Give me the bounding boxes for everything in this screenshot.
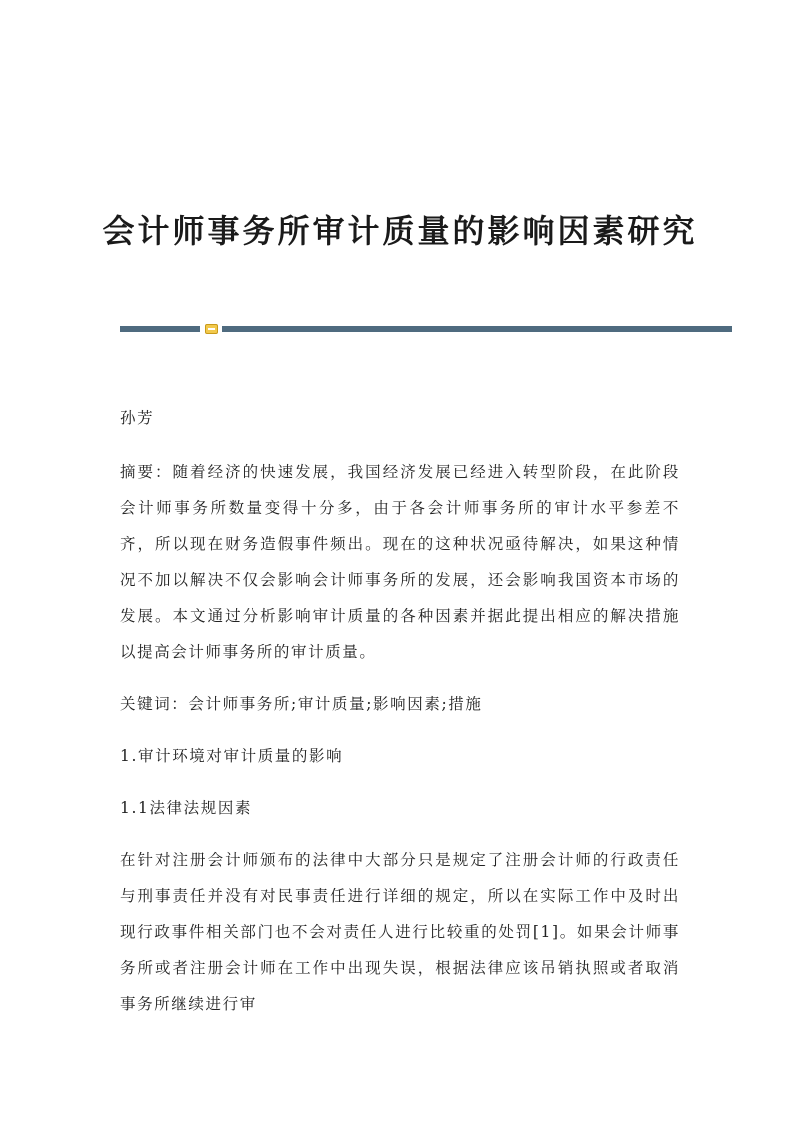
section-1-heading: 1.审计环境对审计质量的影响 <box>120 747 344 765</box>
abstract-paragraph <box>120 454 680 670</box>
abstract-text: 随着经济的快速发展，我国经济发展已经进入转型阶段，在此阶段会计师事务所数量变得十分多，由于各会计师事务所的审计水平参差不齐，所以现在财务造假事件频出。现在的这种状况亟待解决，如果这种情况不加以解决不仅会影响会计师事务所的发展，还会影响我国资本市场的发展。本文通过分析影响审计质量的各种因素并据此提出相应的解决措施以提高会计师事务所的审计质量。 <box>120 463 680 661</box>
keywords-label: 关键词： <box>120 695 189 713</box>
author-name: 孙芳 <box>120 409 155 427</box>
divider-bar-right <box>222 326 732 332</box>
divider-bar-left <box>120 326 200 332</box>
page-title: 会计师事务所审计质量的影响因素研究 <box>102 212 698 251</box>
divider-ornament-icon <box>205 324 218 334</box>
section-1-1-heading: 1.1法律法规因素 <box>120 799 253 817</box>
keywords-paragraph <box>120 686 680 722</box>
section-1-1-body: 在针对注册会计师颁布的法律中大部分只是规定了注册会计师的行政责任与刑事责任并没有对民事责任进行详细的规定，所以在实际工作中及时出现行政事件相关部门也不会对责任人进行比较重的处罚[1]。如果会计师事务所或者注册会计师在工作中出现失误，根据法律应该吊销执照或者取消事务所继续进行审 <box>120 851 680 1013</box>
title-divider <box>120 325 732 333</box>
keywords-text: 会计师事务所;审计质量;影响因素;措施 <box>188 695 483 713</box>
document-body <box>120 400 680 1038</box>
abstract-label: 摘要： <box>120 463 173 481</box>
